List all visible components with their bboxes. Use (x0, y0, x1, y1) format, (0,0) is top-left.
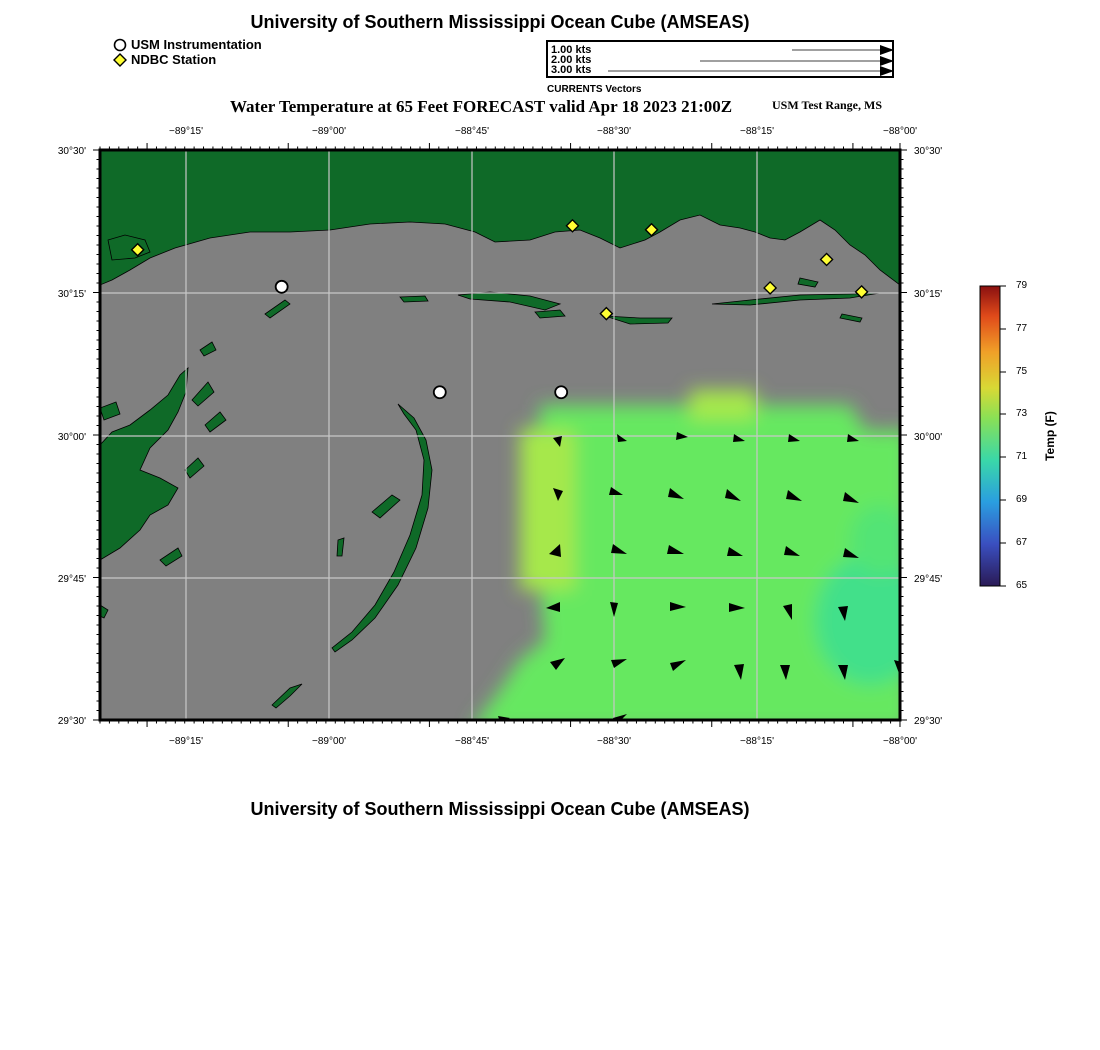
top-lon-label: −88°45' (455, 126, 489, 137)
right-lat-label: 30°00' (914, 432, 943, 443)
scale-label-3: 3.00 kts (551, 64, 592, 76)
top-lon-label: −88°30' (597, 126, 631, 137)
left-lat-label: 30°00' (57, 432, 86, 443)
footer-title: University of Southern Mississippi Ocean Cube (AMSEAS) (250, 799, 750, 819)
test-range-label: USM Test Range, MS (772, 98, 883, 112)
top-lon-label: −89°15' (169, 126, 203, 137)
usm-station-marker (276, 281, 288, 293)
left-lat-label: 29°45' (57, 574, 86, 585)
page-title: University of Southern Mississippi Ocean Cube (AMSEAS) (250, 12, 750, 32)
map-subtitle: Water Temperature at 65 Feet FORECAST valid Apr 18 2023 21:00Z (230, 97, 733, 116)
colorbar-tick-label: 77 (1016, 323, 1028, 334)
map-area (100, 150, 925, 730)
bottom-lon-label: −88°15' (740, 736, 774, 747)
colorbar-tick-label: 73 (1016, 408, 1028, 419)
legend-ndbc-label: NDBC Station (131, 52, 217, 67)
colorbar-tick-label: 65 (1016, 580, 1028, 591)
right-latitude-labels (914, 146, 942, 727)
right-lat-label: 29°30' (914, 716, 943, 727)
right-lat-label: 29°45' (914, 574, 943, 585)
currents-vectors-label: CURRENTS Vectors (547, 84, 642, 95)
colorbar-tick-label: 69 (1016, 494, 1028, 505)
left-latitude-labels (58, 146, 86, 727)
usm-station-marker (555, 386, 567, 398)
colorbar-tick-label: 67 (1016, 537, 1028, 548)
colorbar-tick-label: 71 (1016, 451, 1028, 462)
bottom-lon-label: −89°00' (312, 736, 346, 747)
bottom-lon-label: −88°30' (597, 736, 631, 747)
top-longitude-labels (169, 126, 917, 137)
ship-island (400, 296, 428, 302)
top-lon-label: −89°00' (312, 126, 346, 137)
left-lat-label: 29°30' (57, 716, 86, 727)
top-lon-label: −88°00' (883, 126, 917, 137)
colorbar-ticks (1000, 286, 1006, 586)
colorbar (980, 286, 1000, 586)
colorbar-tick-label: 75 (1016, 366, 1028, 377)
scale-label-2: 2.00 kts (551, 54, 592, 66)
colorbar-tick-label: 79 (1016, 280, 1028, 291)
bottom-lon-label: −89°15' (169, 736, 203, 747)
left-lat-label: 30°15' (57, 289, 86, 300)
colorbar-title: Temp (F) (1043, 411, 1057, 461)
bottom-longitude-labels (169, 736, 917, 747)
left-lat-label: 30°30' (57, 146, 86, 157)
legend-usm-label: USM Instrumentation (131, 37, 262, 52)
right-lat-label: 30°15' (914, 289, 943, 300)
bottom-lon-label: −88°00' (883, 736, 917, 747)
bottom-lon-label: −88°45' (455, 736, 489, 747)
right-lat-label: 30°30' (914, 146, 943, 157)
scale-label-1: 1.00 kts (551, 44, 592, 56)
usm-station-marker (434, 386, 446, 398)
top-lon-label: −88°15' (740, 126, 774, 137)
